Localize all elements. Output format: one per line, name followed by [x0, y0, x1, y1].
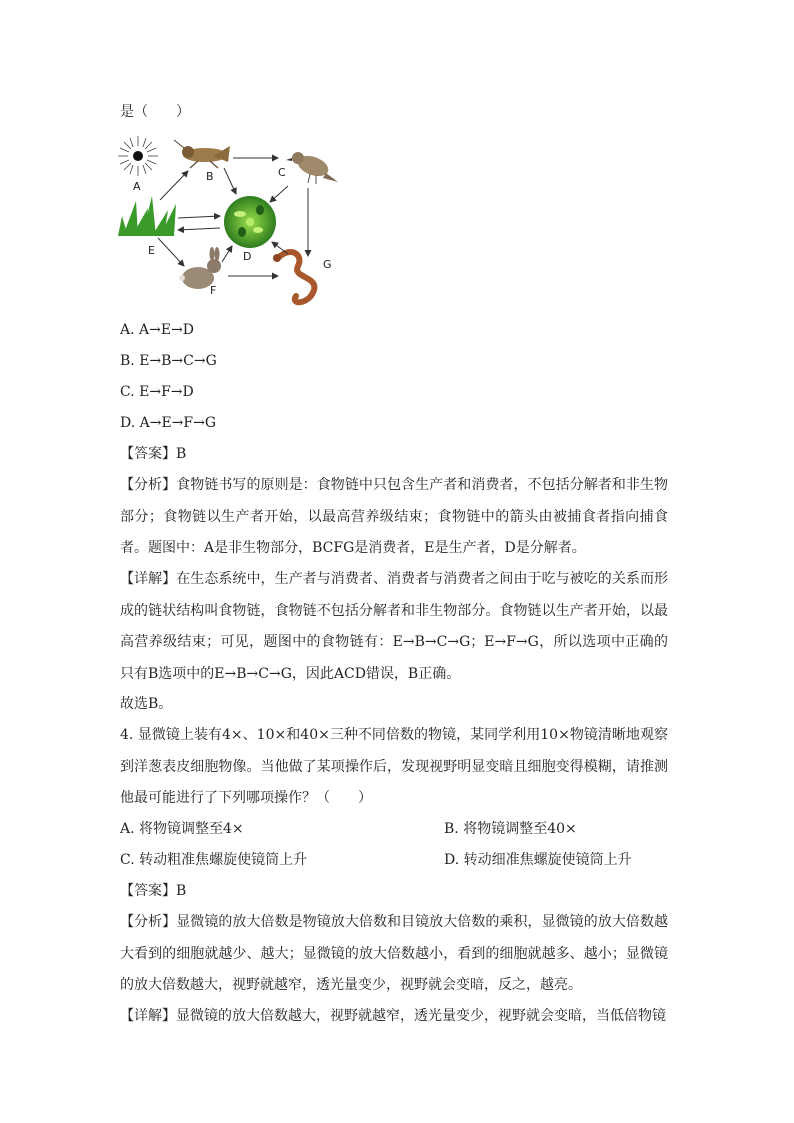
question-4-stem: 4. 显微镜上装有4×、10×和40×三种不同倍数的物镜，某同学利用10×物镜清晰地观察到洋葱表皮细胞物像。当他做了某项操作后，发现视野明显变暗且细胞变得模糊，请推测他最可能进行了下列哪项操作？（ ） — [120, 727, 668, 806]
q4-option-d: D. 转动细准焦螺旋使镜筒上升 — [444, 852, 632, 868]
decomposer-icon — [224, 196, 276, 248]
conclusion: 故选B。 — [120, 696, 173, 712]
q4-option-a: A. 将物镜调整至4× — [120, 821, 244, 837]
label-f: F — [210, 284, 217, 297]
option-c: C. E→F→D — [120, 384, 194, 400]
question-stem-tail: 是（ ） — [120, 104, 190, 120]
snake-icon — [273, 252, 314, 302]
label-a: A — [133, 180, 141, 193]
q4-analysis: 【分析】显微镜的放大倍数是物镜放大倍数和目镜放大倍数的乘积，显微镜的放大倍数越大看到的细胞就越少、越大；显微镜的放大倍数越小，看到的细胞就越多、越小；显微镜的放大倍数越大，视野就越窄，透光量变少，视野就会变暗，反之，越亮。 — [120, 914, 668, 993]
label-b: B — [206, 170, 214, 183]
label-g: G — [323, 258, 332, 271]
detail: 【详解】在生态系统中，生产者与消费者、消费者与消费者之间由于吃与被吃的关系而形成的链状结构叫食物链，食物链不包括分解者和非生物部分。食物链以生产者开始，以最高营养级结束；可见，题图中的食物链有：E→B→C→G；E→F→G，所以选项中正确的只有B选项中的E→B→C→G，因此ACD错误，B正确。 — [120, 571, 668, 682]
q4-detail: 【详解】显微镜的放大倍数越大，视野就越窄，透光量变少，视野就会变暗，当低倍物镜 — [120, 1008, 666, 1024]
q4-option-b: B. 将物镜调整至40× — [444, 821, 577, 837]
label-e: E — [148, 244, 155, 257]
grass-icon — [118, 196, 176, 236]
food-web-figure — [118, 126, 348, 312]
label-c: C — [278, 166, 286, 179]
q4-answer: 【答案】B — [120, 883, 187, 899]
sun-icon — [118, 136, 158, 176]
option-a: A. A→E→D — [120, 322, 195, 338]
answer: 【答案】B — [120, 446, 187, 462]
analysis: 【分析】食物链书写的原则是：食物链中只包含生产者和消费者，不包括分解者和非生物部分；食物链以生产者开始，以最高营养级结束；食物链中的箭头由被捕食者指向捕食者。题图中：A是非生物部分，BCFG是消费者，E是生产者，D是分解者。 — [120, 477, 668, 556]
grasshopper-icon — [174, 140, 230, 168]
q4-option-c: C. 转动粗准焦螺旋使镜筒上升 — [120, 852, 308, 868]
option-d: D. A→E→F→G — [120, 415, 217, 431]
rabbit-icon — [179, 247, 221, 289]
bird-icon — [286, 152, 338, 184]
option-b: B. E→B→C→G — [120, 353, 217, 369]
label-d: D — [243, 250, 252, 263]
